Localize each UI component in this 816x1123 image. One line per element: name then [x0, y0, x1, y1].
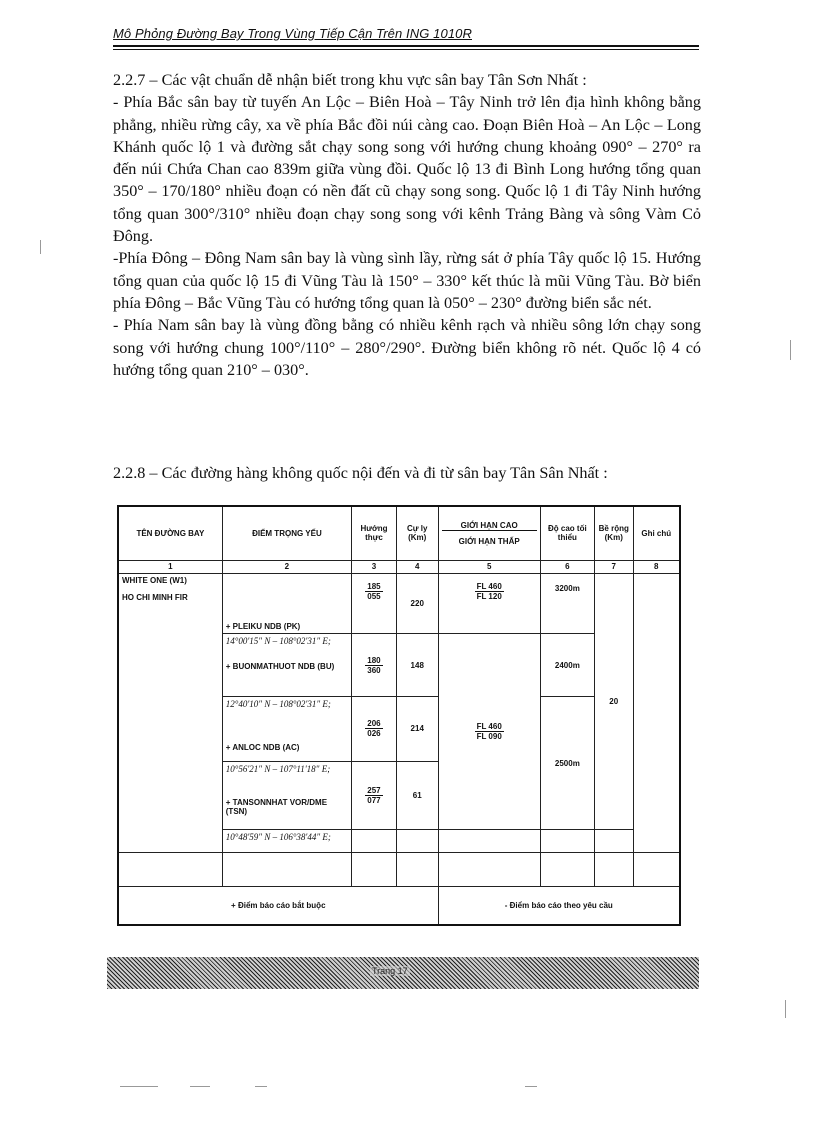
min-alt-cell: 2500m: [540, 697, 594, 830]
upper-limit: FL 460: [476, 581, 502, 591]
min-alt-cell: 3200m: [540, 573, 594, 634]
column-number: 5: [438, 560, 540, 573]
margin-mark: [40, 240, 41, 254]
empty-cell: [352, 830, 397, 852]
paragraph-south: - Phía Nam sân bay là vùng đồng bằng có nhiều kênh rạch và nhiều sông lớn chạy song song với hướng chung 100°/110° – 280°/290°. Đường biển không rõ nét. Quốc lộ 4 có hướng tổng quan 210° – 030°.: [113, 316, 701, 379]
margin-mark: [255, 1086, 267, 1087]
distance-cell: 220: [396, 573, 438, 634]
heading-bottom: 055: [367, 591, 381, 601]
heading-top: 180: [367, 655, 381, 665]
heading-cell: [352, 697, 397, 762]
empty-cell: [438, 830, 540, 852]
margin-mark: [790, 340, 791, 360]
empty-cell: [352, 852, 397, 886]
header-distance: Cự ly (Km): [396, 506, 438, 560]
upper-limit: FL 460: [476, 722, 502, 732]
key-point-buonmathuot: [222, 634, 351, 697]
point-name: + PLEIKU NDB (PK): [225, 622, 301, 632]
section-2-2-8-title: 2.2.8 – Các đường hàng không quốc nội đến và đi từ sân bay Tân Sân Nhất :: [113, 464, 608, 482]
point-coord: 12°40'10" N – 108°02'31" E;: [225, 699, 331, 710]
distance-cell: 214: [396, 697, 438, 762]
point-name: + TANSONNHAT VOR/DME (TSN): [225, 797, 328, 816]
header-upper-limit: GIỚI HẠN CAO: [442, 521, 537, 531]
header-limits: [438, 506, 540, 560]
heading-top: 257: [367, 786, 381, 796]
heading-bottom: 077: [367, 796, 381, 806]
distance-cell: 148: [396, 634, 438, 697]
min-alt-cell: 2400m: [540, 634, 594, 697]
column-number: 6: [540, 560, 594, 573]
column-number-row: [118, 560, 680, 573]
key-point-final-coord: [222, 830, 351, 852]
header-min-altitude: Độ cao tối thiểu: [540, 506, 594, 560]
point-coord: 10°56'21" N – 107°11'18" E;: [225, 763, 331, 774]
empty-cell: [222, 852, 351, 886]
point-name: + ANLOC NDB (AC): [225, 743, 300, 753]
header-key-point: ĐIỂM TRỌNG YẾU: [222, 506, 351, 560]
column-number: 4: [396, 560, 438, 573]
header-width: Bề rộng (Km): [594, 506, 633, 560]
empty-cell: [396, 852, 438, 886]
header-rule-thick: [113, 45, 699, 47]
empty-cell: [594, 830, 633, 852]
table-row-empty: [118, 852, 680, 886]
point-coord: 14°00'15" N – 108°02'31" E;: [225, 636, 331, 647]
empty-cell: [540, 830, 594, 852]
point-name: + BUONMATHUOT NDB (BU): [225, 662, 335, 672]
column-number: 8: [633, 560, 680, 573]
air-routes-table: [117, 505, 681, 926]
column-number: 3: [352, 560, 397, 573]
key-point-tansonnhat: [222, 761, 351, 830]
heading-cell: [352, 573, 397, 634]
section-2-2-7: [113, 69, 701, 381]
empty-cell: [540, 852, 594, 886]
page-number: Trang 17: [372, 966, 408, 976]
distance-cell: 61: [396, 761, 438, 830]
limits-cell: [438, 573, 540, 634]
empty-cell: [633, 852, 680, 886]
point-coord: 10°48'59" N – 106°38'44" E;: [225, 832, 331, 843]
empty-cell: [438, 852, 540, 886]
heading-cell: [352, 761, 397, 830]
column-number: 7: [594, 560, 633, 573]
heading-bottom: 360: [367, 665, 381, 675]
empty-cell: [396, 830, 438, 852]
section-2-2-7-title: 2.2.7 – Các vật chuẩn dễ nhận biết trong khu vực sân bay Tân Sơn Nhất :: [113, 71, 587, 89]
table-legend-row: [118, 887, 680, 925]
column-number: 1: [118, 560, 222, 573]
table-header-row: [118, 506, 680, 560]
lower-limit: FL 090: [476, 732, 502, 742]
legend-mandatory: + Điểm báo cáo bắt buộc: [118, 887, 438, 925]
header-true-heading: Hướng thực: [352, 506, 397, 560]
header-lower-limit: GIỚI HẠN THẤP: [458, 536, 520, 546]
column-number: 2: [222, 560, 351, 573]
limits-cell: [438, 634, 540, 830]
lower-limit: FL 120: [476, 591, 502, 601]
header-route-name: TÊN ĐƯỜNG BAY: [118, 506, 222, 560]
empty-cell: [118, 852, 222, 886]
route-name-cell: [118, 573, 222, 852]
key-point-anloc: [222, 697, 351, 762]
header-note: Ghi chú: [633, 506, 680, 560]
heading-top: 185: [367, 581, 381, 591]
paragraph-east: -Phía Đông – Đông Nam sân bay là vùng sình lầy, rừng sát ở phía Tây quốc lộ 15. Hướng tổng quan của quốc lộ 15 đi Vũng Tàu là 150° – 330° kết thúc là mũi Vũng Tàu. Bờ biển phía Đông – Bắc Vũng Tàu có hướng tổng quan là 050° – 230° đường biển sắc nét.: [113, 249, 701, 312]
table-row: [118, 573, 680, 634]
header-rule-thin: [113, 49, 699, 50]
margin-mark: [785, 1000, 786, 1018]
margin-mark: [120, 1086, 158, 1087]
legend-on-request: - Điểm báo cáo theo yêu cầu: [438, 887, 680, 925]
paragraph-north: - Phía Bắc sân bay từ tuyến An Lộc – Biên Hoà – Tây Ninh trở lên địa hình không bằng phẳng, nhiều rừng cây, xa về phía Bắc đồi núi càng cao. Đoạn Biên Hoà – An Lộc – Long Khánh quốc lộ 1 và đường sắt chạy song song với hướng chung khoảng 090° – 270° ra đến núi Chứa Chan cao 839m giữa vùng đồi. Quốc lộ 13 đi Bình Long hướng tổng quan 350° – 170/180° nhiều đoạn có nền đất cũ chạy song song. Quốc lộ 1 đi Tây Ninh hướng tổng quan 300°/310° nhiều đoạn chạy song song với kênh Trảng Bàng và sông Vàm Cỏ Đông.: [113, 93, 701, 246]
margin-mark: [525, 1086, 537, 1087]
empty-cell: [594, 852, 633, 886]
width-cell: 20: [594, 573, 633, 830]
key-point-pleiku: [222, 573, 351, 634]
margin-mark: [190, 1086, 210, 1087]
page-header: Mô Phỏng Đường Bay Trong Vùng Tiếp Cận Trên ING 1010R: [113, 26, 472, 41]
note-cell: [633, 573, 680, 852]
route-fir: HO CHI MINH FIR: [122, 592, 188, 602]
heading-top: 206: [367, 719, 381, 729]
heading-cell: [352, 634, 397, 697]
route-name: WHITE ONE (W1): [122, 575, 187, 585]
heading-bottom: 026: [367, 729, 381, 739]
